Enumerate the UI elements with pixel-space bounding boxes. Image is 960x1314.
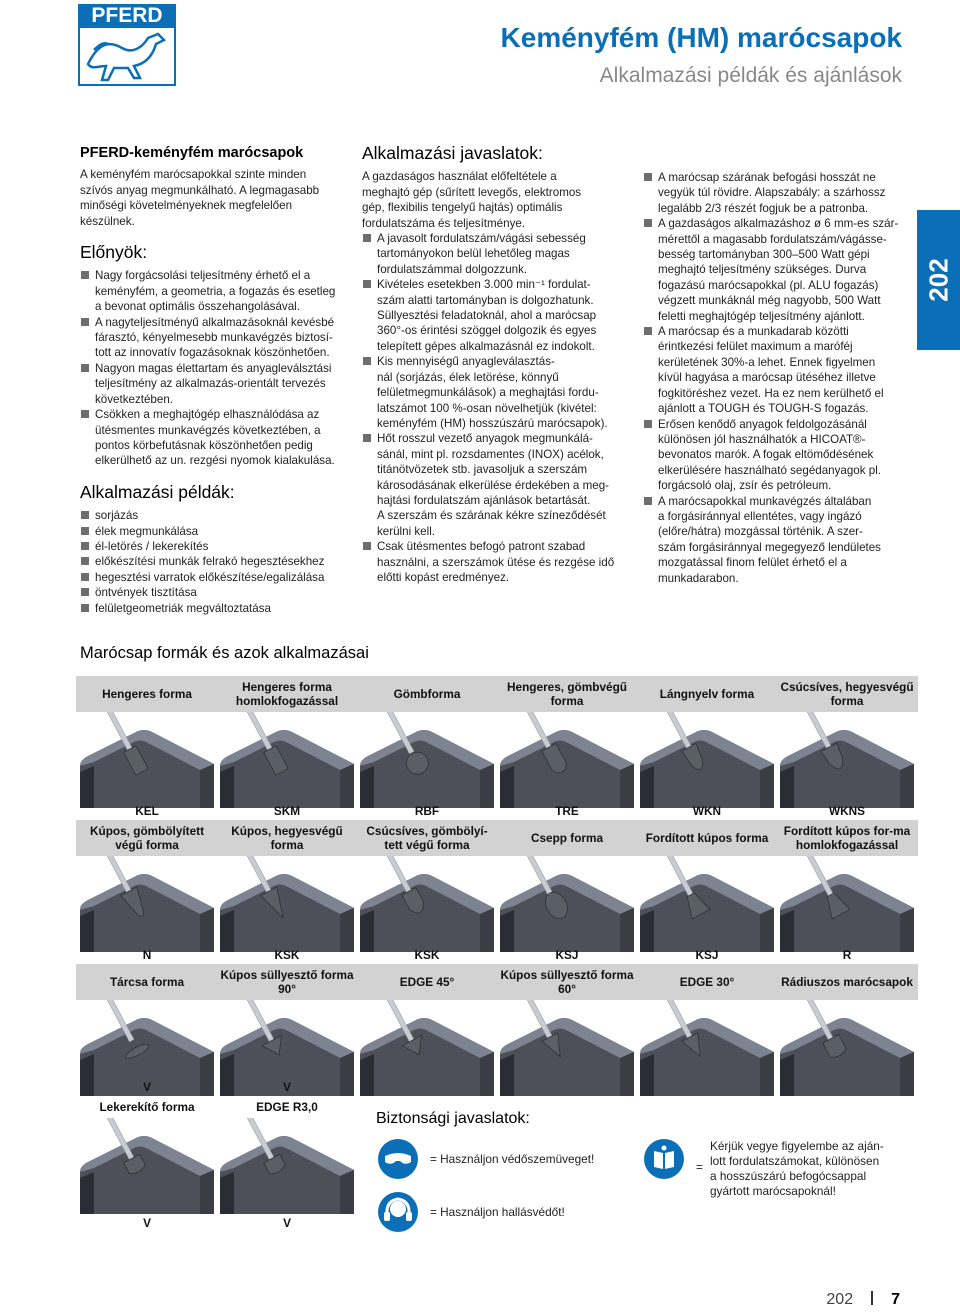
advantages-heading: Előnyök:: [80, 242, 148, 263]
tool-shape-image: [636, 712, 778, 808]
advantage-item: [80, 315, 342, 361]
intro-text: [80, 167, 342, 229]
example-item: öntvények tisztítása: [80, 585, 342, 600]
intro-line: minőségi követelményeknek megfelelően: [80, 199, 293, 213]
tool-shape-image: [356, 1000, 498, 1096]
recommendation-line: tartományokon belül lehetőleg magas: [377, 247, 570, 261]
recommendation-line: besség tartományban 300–500 Watt gépi: [658, 248, 870, 262]
goggles-note: = Használjon védőszemüveget!: [430, 1152, 595, 1166]
tool-shape-label: Fordított kúpos forma: [636, 820, 778, 856]
tool-shape-label: Lekerekítő forma: [99, 1100, 195, 1114]
tool-shape-label: Fordított kúpos for-ma homlokfogazással: [776, 820, 918, 856]
recommendation-line: Csak ütésmentes befogó patront szabad: [362, 539, 624, 554]
recommendations-heading: Alkalmazási javaslatok:: [362, 143, 543, 163]
recommendation-line: elkerülésére használható segédanyagok pl.: [658, 463, 882, 477]
tool-shape-image: [776, 1000, 918, 1096]
tool-shape-card: [76, 946, 218, 1096]
tool-code: N: [142, 948, 152, 962]
safety-goggles-icon: [378, 1139, 418, 1179]
recommendation-line: Erősen kenődő anyagok feldolgozásánál: [643, 417, 905, 432]
intro-line: A keményfém marócsapokkal szinte minden: [80, 168, 307, 182]
recommendation-line: használni, a szerszámok ütése és rezgése idő: [377, 555, 615, 569]
example-item: élek megmunkálása: [80, 524, 342, 539]
tool-shape-card: [76, 802, 218, 952]
tool-code: KSK: [274, 948, 300, 962]
intro-line: szívós anyag megmunkálható. A legmagasabb: [80, 183, 320, 197]
page-title: Keményfém (HM) marócsapok: [500, 22, 902, 53]
pferd-logo: [78, 4, 176, 86]
recommendation-line: Kivételes esetekben 3.000 min⁻¹ fordulat-: [362, 277, 624, 292]
tool-shape-label: Kúpos, gömbölyített végű forma: [76, 820, 218, 856]
recommendation-line: mozgatással finom felület érhető el a: [658, 556, 847, 570]
tool-shape-label: EDGE 45°: [356, 964, 498, 1000]
tool-shape-card: [636, 676, 778, 808]
tool-shape-card: [636, 802, 778, 952]
tool-shape-label: Kúpos süllyesztő forma 60°: [496, 964, 638, 1000]
tool-shape-image: [496, 1000, 638, 1096]
examples-list: [80, 508, 342, 616]
tool-code: WKN: [692, 804, 722, 818]
advantage-line: elkerülhető az un. rezgési nyomok kialakulása.: [95, 454, 335, 468]
tool-shape-label: Hengeres forma: [76, 676, 218, 712]
tool-shape-image: [636, 1000, 778, 1096]
recommendation-line: fordulatszámmal dolgozzunk.: [377, 262, 528, 276]
tool-shape-image: [776, 856, 918, 952]
advantage-item: [80, 268, 342, 314]
recommendation-line: kerülni kell.: [377, 524, 435, 538]
tool-shape-card: [776, 946, 918, 1096]
recommendation-line: legalább 2/3 részét fogjuk be a patronba.: [658, 201, 869, 215]
page-subtitle: Alkalmazási példák és ajánlások: [599, 64, 902, 87]
tool-shape-card: [636, 946, 778, 1096]
example-item: sorjázás: [80, 508, 342, 523]
tool-shape-image: [496, 856, 638, 952]
tool-code: V: [283, 1080, 291, 1094]
tool-shape-label: Gömbforma: [356, 676, 498, 712]
recommendation-line: károsodásának elkerülése érdekében a meg-: [377, 478, 610, 492]
tool-shape-card: [216, 946, 358, 1096]
recommendation-line: végzett munkáknál még nagyobb, 500 Watt: [658, 294, 881, 308]
recommendation-line: telepített gépes alkalmazásnál ez indokolt.: [377, 339, 595, 353]
recommendation-line: A marócsap szárának befogási hosszát ne: [643, 170, 905, 185]
tool-shape-card: [496, 946, 638, 1096]
tool-code: KSJ: [695, 948, 719, 962]
recommendation-item: [362, 231, 624, 277]
manual-line: gyártott marócsapoknál!: [710, 1184, 836, 1198]
recommendation-line: feletti meghajtógép teljesítmény ajánlott.: [658, 309, 865, 323]
tool-shape-image: [356, 856, 498, 952]
safety-heading: Biztonsági javaslatok:: [376, 1110, 530, 1127]
advantage-item: [80, 361, 342, 407]
tool-code: KEL: [135, 804, 159, 818]
recommendation-line: szám forgásiránnyal megegyező lendületes: [658, 540, 881, 554]
logo-text: PFERD: [91, 4, 163, 27]
tool-shape-label: Lángnyelv forma: [636, 676, 778, 712]
recommendation-line: nál (sorjázás, élek letörése, könnyű: [377, 370, 559, 384]
column-2: [362, 143, 624, 585]
recommendation-line: bevonatos marók. A fogak eltömődésének: [658, 448, 874, 462]
hearing-protection-icon: [378, 1192, 418, 1232]
recommendation-line: titánötvözetek stb. javasoljuk a szerszám: [377, 463, 588, 477]
recommendation-item: [362, 277, 624, 354]
recommendation-line: A gazdaságos alkalmazáshoz ø 6 mm-es szár-: [643, 216, 905, 231]
tool-shape-label: Kúpos süllyesztő forma 90°: [216, 964, 358, 1000]
recommendation-line: A szerszám és szárának kékre színeződését: [377, 509, 606, 523]
recommendation-line: a forgásiránnyal ellentétes, vagy ingázó: [658, 509, 862, 523]
tool-shape-image: [216, 712, 358, 808]
recommendation-line: (előre/hátra) mozgással történik. A szer-: [658, 525, 863, 539]
recommendation-line: A marócsap és a munkadarab közötti: [643, 324, 905, 339]
tool-shape-image: [216, 1118, 358, 1214]
example-item: hegesztési varratok előkészítése/egalizálása: [80, 570, 342, 585]
manual-icon: [644, 1139, 684, 1179]
recommendation-line: kívül hagyása a marócsap ütéséhez illetve: [658, 371, 876, 385]
tool-code: TRE: [555, 804, 579, 818]
advantage-line: tott az innovatív fogazásoknak köszönhetően.: [95, 346, 330, 360]
tool-shape-image: [76, 712, 218, 808]
tool-code: R: [842, 948, 852, 962]
tool-shape-label: Tárcsa forma: [76, 964, 218, 1000]
tool-shape-card: [216, 802, 358, 952]
tool-code: RBF: [414, 804, 440, 818]
example-item: él-letörés / lekerekítés: [80, 539, 342, 554]
recommendation-line: különösen jól használhatók a HICOAT®-: [658, 432, 866, 446]
advantage-line: A nagyteljesítményű alkalmazásoknál kevésbé: [80, 315, 342, 330]
recommendation-line: kerületének 30%-a lehet. Ennek figyelmen: [658, 355, 876, 369]
advantage-line: teljesítmény az alkalmazás-orientált tervezés: [95, 377, 326, 391]
advantages-list: [80, 268, 342, 468]
intro-line: A gazdaságos használat előfeltétele a: [362, 170, 557, 184]
tool-shape-label: Csepp forma: [496, 820, 638, 856]
tool-shape-card: [356, 946, 498, 1096]
tool-code-bottom: V: [283, 1216, 291, 1230]
tool-code-bottom: V: [143, 1216, 151, 1230]
recommendation-line: A marócsapokkal munkavégzés általában: [643, 494, 905, 509]
tool-shape-card: [216, 676, 358, 808]
recommendation-line: sánál, mint pl. rozsdamentes (INOX) acélok,: [377, 447, 604, 461]
tool-shape-image: [76, 856, 218, 952]
tool-shape-label: Csúcsíves, gömbölyí-tett végű forma: [356, 820, 498, 856]
recommendation-line: fogkitöréshez vezet. Ha ez nem kerülhető el: [658, 386, 884, 400]
recommendation-item: [643, 324, 905, 416]
recommendation-line: Kis mennyiségű anyagleválasztás-: [362, 354, 624, 369]
recommendation-item: [643, 494, 905, 586]
recommendation-line: meghajtó teljesítmény szükséges. Durva: [658, 263, 867, 277]
tool-shape-label: EDGE R3,0: [256, 1100, 318, 1114]
recommendation-line: Süllyesztési feladatoknál, ahol a marócsap: [377, 309, 597, 323]
recommendation-line: előtti kopást eredményez.: [377, 570, 510, 584]
recommendation-line: latszámot 100 %-osan növelhetjük (kivétel:: [377, 401, 597, 415]
intro-line: fordulatszáma és teljesítménye.: [362, 216, 526, 230]
column-3: [643, 170, 905, 586]
tool-shape-label: Csúcsíves, hegyesvégű forma: [776, 676, 918, 712]
tool-shape-card: [356, 676, 498, 808]
recommendation-line: mérettől a magasabb fordulatszám/vágásse-: [658, 232, 887, 246]
recommendation-line: fogazású marócsapokkal (pl. ALU fogazás): [658, 278, 879, 292]
advantage-line: a bevonat optimális összehangolásával.: [95, 300, 300, 314]
hearing-note: = Használjon hallásvédőt!: [430, 1205, 565, 1219]
advantage-line: keményfém, a geometria, a fogazás és esetleg: [95, 284, 336, 298]
advantage-line: Nagy forgácsolási teljesítmény érhető el a: [80, 268, 342, 283]
advantage-item: [80, 407, 342, 469]
recommendations-list: [362, 231, 624, 585]
recommendation-line: keményfém (HM) hosszúszárú marócsapok).: [377, 416, 608, 430]
recommendation-line: hajtási fordulatszám ajánlások betartását.: [377, 493, 591, 507]
recommendation-line: érintkezési felület maximum a maróféj: [658, 340, 853, 354]
tool-shape-card: [496, 676, 638, 808]
advantage-line: pontos körbefutásnak köszönhetően pedig: [95, 438, 313, 452]
tool-shape-label: Hengeres, gömbvégű forma: [496, 676, 638, 712]
recommendation-line: ajánlott a TOUGH és TOUGH-S fogazás.: [658, 402, 869, 416]
recommendation-line: felületmegmunkálások) a meghajtási fordu-: [377, 386, 599, 400]
intro-line: gép, flexibilis tengelyű hajtás) optimális: [362, 201, 563, 215]
column-1: [80, 146, 342, 616]
advantage-line: ütésmentes munkavégzés következtében, a: [95, 423, 321, 437]
example-item: előkészítési munkák felrakó hegesztésekhez: [80, 554, 342, 569]
recommendation-item: [643, 216, 905, 324]
advantage-line: fárasztó, kényelmesebb munkavégzés biztosí-: [95, 331, 333, 345]
tool-code: V: [143, 1080, 151, 1094]
manual-note: [710, 1139, 910, 1199]
tool-shape-card: [216, 1078, 358, 1232]
tool-code: WKNS: [828, 804, 866, 818]
recommendations-list-continued: [643, 170, 905, 586]
manual-line: a hosszúszárú befogócsappal: [710, 1169, 867, 1183]
advantage-line: Nagyon magas élettartam és anyagleválsztási: [80, 361, 342, 376]
recommendation-line: A javasolt fordulatszám/vágási sebesség: [362, 231, 624, 246]
tool-shape-card: [496, 802, 638, 952]
advantage-line: következtében.: [95, 392, 173, 406]
tool-shape-card: [776, 802, 918, 952]
tool-shape-image: [636, 856, 778, 952]
chapter-tab: [917, 210, 960, 350]
tool-shape-image: [776, 712, 918, 808]
recommendation-line: szám alatti tartományban is dolgozhatunk.: [377, 293, 594, 307]
tool-shape-image: [356, 712, 498, 808]
chapter-tab-number: 202: [923, 258, 953, 302]
tool-shape-card: [356, 802, 498, 952]
tool-shape-card: [76, 1078, 218, 1232]
page-separator: [871, 1291, 873, 1305]
tool-shape-label: EDGE 30°: [636, 964, 778, 1000]
recommendation-item: [362, 539, 624, 585]
tool-code: KSK: [414, 948, 440, 962]
tool-shape-label: Kúpos, hegyesvégű forma: [216, 820, 358, 856]
page-number-right: 7: [891, 1291, 900, 1308]
tool-shape-label: Rádiuszos marócsapok: [776, 964, 918, 1000]
tool-code: SKM: [273, 804, 301, 818]
advantage-line: Csökken a meghajtógép elhasználódása az: [80, 407, 342, 422]
section-heading: PFERD-keményfém marócsapok: [80, 145, 304, 161]
recommendation-line: forgácsoló olaj, zsír és petróleum.: [658, 479, 832, 493]
recommendation-line: 360°-os érintési szöggel dolgozik és egyes: [377, 324, 597, 338]
recommendation-item: [362, 354, 624, 431]
recommendation-item: [643, 170, 905, 216]
recommendation-item: [362, 431, 624, 539]
manual-equals: =: [696, 1160, 703, 1174]
tool-code: KSJ: [555, 948, 579, 962]
recommendation-line: munkadarabon.: [658, 571, 739, 585]
tool-shapes-heading: Marócsap formák és azok alkalmazásai: [80, 644, 369, 662]
manual-line: Kérjük vegye figyelembe az aján-: [710, 1139, 884, 1153]
recommendation-item: [643, 417, 905, 494]
page-number: [826, 1291, 900, 1309]
examples-heading: Alkalmazási példák:: [80, 481, 235, 502]
tool-shape-card: [76, 676, 218, 808]
tool-shape-image: [216, 856, 358, 952]
tool-shape-image: [76, 1118, 218, 1214]
page-number-left: 202: [826, 1291, 854, 1308]
recommendation-line: vegyük túl rövidre. Alapszabály: a szárhossz: [658, 186, 886, 200]
tool-shape-card: [776, 676, 918, 808]
intro-line: készülnek.: [80, 214, 135, 228]
intro-line: meghajtó gép (sűrített levegős, elektromos: [362, 185, 582, 199]
recommendations-intro: [362, 169, 624, 231]
tool-shape-label: Hengeres forma homlokfogazással: [216, 676, 358, 712]
example-item: felületgeometriák megváltoztatása: [80, 601, 342, 616]
recommendation-line: Hőt rosszul vezető anyagok megmunkálá-: [362, 431, 624, 446]
manual-line: lott fordulatszámokat, különösen: [710, 1154, 880, 1168]
tool-shape-image: [496, 712, 638, 808]
